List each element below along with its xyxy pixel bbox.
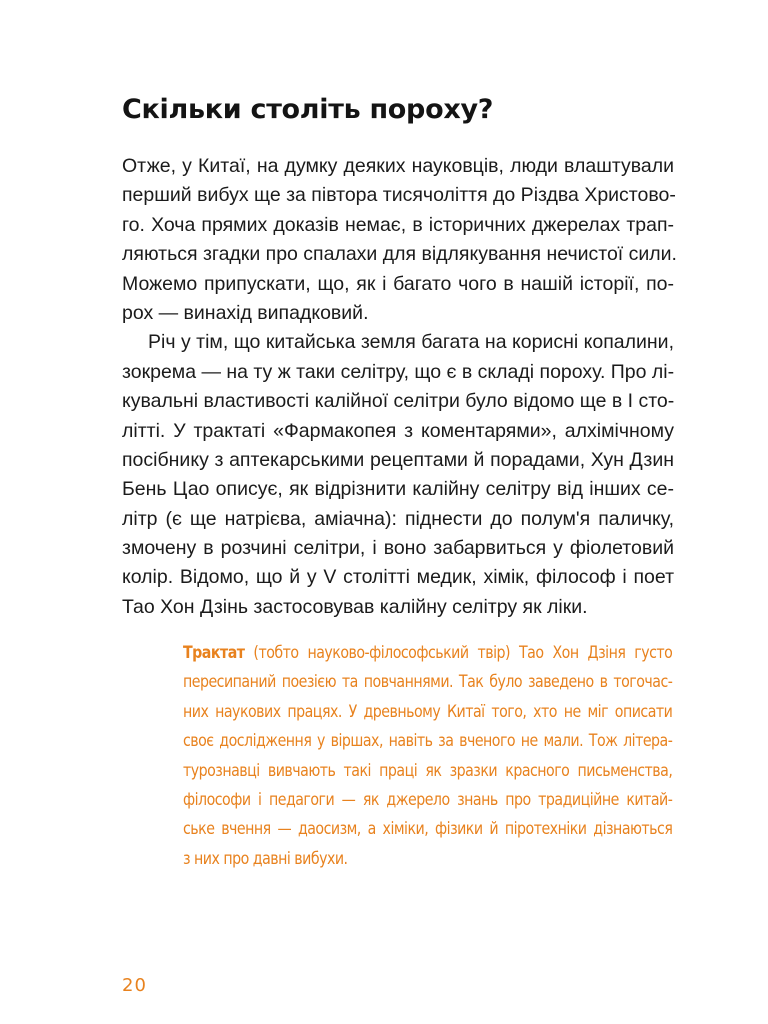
main-text [122, 152, 677, 622]
sidebar-note [183, 638, 672, 873]
text-line: літр (є ще натрієва, аміачна): піднести до полум'я паличку, [122, 507, 674, 530]
text-line: літті. У трактаті «Фармакопея з коментарями», алхімічному [122, 419, 674, 442]
text-line: Бень Цао описує, як відрізнити калійну селітру від інших се- [122, 478, 674, 501]
note-line: турознавці вивчають такі праці як зразки красного письменства, [183, 760, 673, 780]
text-line: кувальні властивості калійної селітри було відомо ще в І сто- [122, 390, 675, 413]
text-line: перший вибух ще за півтора тисячоліття до Різдва Христово- [122, 184, 676, 207]
note-line: ське вчення — даосизм, а хіміки, фізики й піротехніки дізнаються [183, 819, 673, 839]
text-line: Отже, у Китаї, на думку деяких науковців, люди влаштували [122, 155, 674, 177]
text-line: ляються згадки про спалахи для відлякування нечистої сили. [122, 243, 677, 266]
text-line: Тао Хон Дзінь застосовував калійну селітру як ліки. [122, 595, 588, 618]
note-line: з них про давні вибухи. [183, 848, 348, 868]
text-line: Річ у тім, що китайська земля багата на корисні копалини, [148, 331, 674, 354]
note-line [183, 638, 672, 667]
note-line: своє дослідження у віршах, навіть за вченого не мали. Тож літера- [183, 731, 673, 751]
note-line: філософи і педагоги — як джерело знань про традиційне китай- [183, 789, 673, 809]
text-line: зокрема — на ту ж таки селітру, що є в складі пороху. Про лі- [122, 360, 675, 383]
note-text: (тобто науково-філософський твір) Тао Хон Дзіня густо [244, 643, 673, 662]
text-line: змочену в розчині селітри, і воно забарвиться у фіолетовий [122, 537, 674, 560]
note-line: пересипаний поезією та повчаннями. Так було заведено в тогочас- [183, 672, 673, 692]
text-line: Можемо припускати, що, як і багато чого в нашій історії, по- [122, 272, 674, 295]
text-line: посібнику з аптекарськими рецептами й порадами, Хун Дзин [122, 448, 674, 471]
page-number: 20 [122, 975, 147, 996]
note-term: Трактат [183, 643, 245, 662]
section-heading: Скільки століть пороху? [122, 94, 494, 125]
text-line: го. Хоча прямих доказів немає, в історичних джерелах трап- [122, 213, 674, 236]
text-line: колір. Відомо, що й у V столітті медик, хімік, філософ і поет [122, 566, 674, 589]
note-line: них наукових працях. У древньому Китаї того, хто не міг описати [183, 701, 673, 721]
text-line: рох — винахід випадковий. [122, 301, 369, 324]
